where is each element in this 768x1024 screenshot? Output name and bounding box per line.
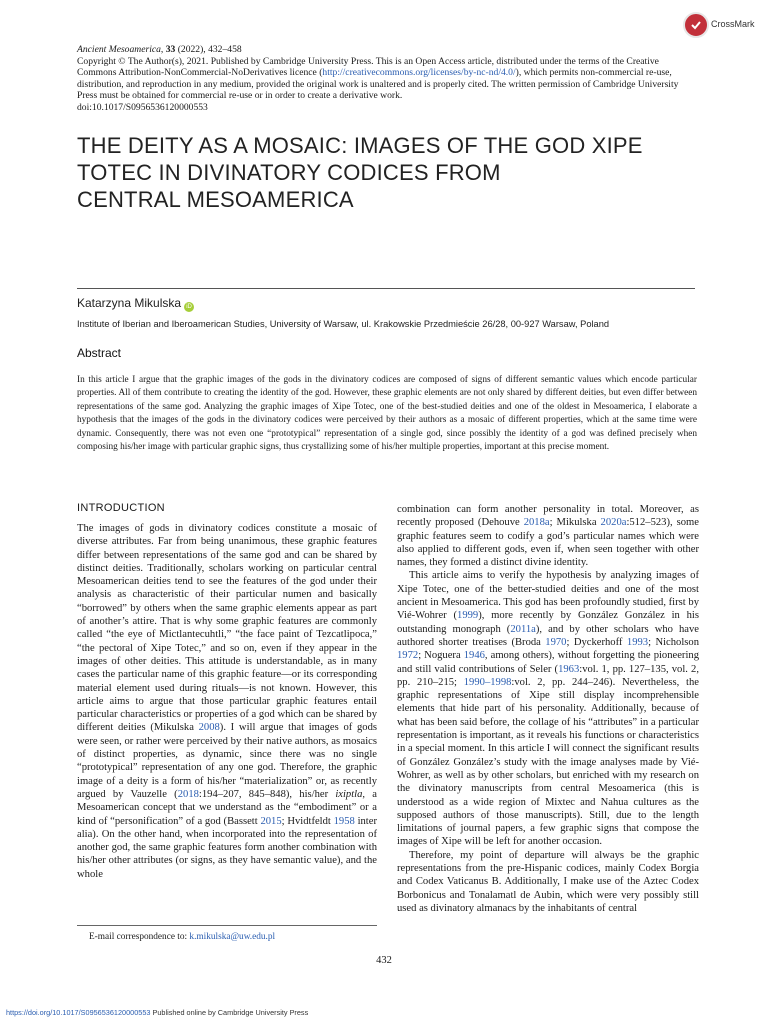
permission-line: Press must be obtained for commercial re-use or in order to create a derivative work. [77,90,403,102]
orcid-icon[interactable]: iD [184,302,194,312]
paragraph: This article aims to verify the hypothesis by analyzing images of Xipe Totec, one of the better-studied deities and one of the most ancient in Mesoamerica. This god has been profoundly studied, first by Vié-Wohrer (1999), more recently by González González in his outstanding monograph (2011a), and by other scholars who have authored shorter treatises (Broda 1970; Dyckerhoff 1993; Nicholson 1972; Noguera 1946, among others), without forgetting the pioneering and still valid contributions of Seler (1963:vol. 1, pp. 127–135, vol. 2, pp. 210–215; 1990–1998:vol. 2, pp. 244–246). Nevertheless, the graphic representations of Xipe still display incomprehensible elements that hide part of his personality. Additionally, because of what has been said before, the collage of his “attributes” in a particular representation is important, as it reveals his functions or characteristics in a special moment. In this article I will connect the significant results of González González’s study with the image analyses made by Vié-Wohrer, as well as by other scholars, but enriched with my research on the divinatory manuscripts from central Mesoamerica (this is understood as a wide region of Mixtec and Nahua cultures as the supposed authors of those manuscripts). Still, due to the length limitations of journal papers, a few graphic signs that compose the images of Xipe will be left for another occasion. [397,570,699,848]
citation-link[interactable]: 2011a [510,623,536,635]
crossmark-badge[interactable] [683,12,763,42]
citation-link[interactable]: 1946 [463,650,485,662]
crossmark-label: CrossMark [711,19,755,29]
year-pages: (2022), 432–458 [177,44,242,55]
paragraph: Therefore, my point of departure will always be the graphic representations from the pre-Hispanic codices, mainly Codex Borgia and Codex Vaticanus B. Additionally, I make use of the Aztec Codex Borbonicus and Tonalamatl de Aubin, which were very possibly still used as divinatory almanacs by the inhabitants of central [397,849,699,914]
title-line: THE DEITY AS A MOSAIC: IMAGES OF THE GOD XIPE [77,133,643,158]
citation-link[interactable]: 1999 [457,610,479,622]
author [77,296,194,312]
citation-link[interactable]: 1970 [545,636,567,648]
page-number: 432 [376,955,392,966]
citation-link[interactable]: 1963 [558,663,580,675]
abstract-heading: Abstract [77,346,122,360]
citation-link[interactable]: 1958 [333,815,355,827]
affiliation: Institute of Iberian and Iberoamerican Studies, University of Warsaw, ul. Krakowskie Przedmieście 26/28, 00-927 Warsaw, Poland [77,319,610,329]
citation-link[interactable]: 2018a [523,517,550,529]
distribution-line: distribution, and reproduction in any medium, provided the original work is unaltered and is properly cited. The written permission of Cambridge University [77,78,679,90]
crossmark-icon [683,12,709,38]
citation-link[interactable]: 2015 [260,815,282,827]
paragraph: combination can form another personality in total. Moreover, as recently proposed (Dehouve 2018a; Mikulska 2020a:512–523), some graphic features seem to codify a god’s particular names which were also applied to different gods, even if, when seen together with other names, they formed a distinct divine identity. [397,504,699,569]
author-name: Katarzyna Mikulska [77,296,182,310]
citation-link[interactable]: 1993 [626,636,649,648]
abstract-text: In this article I argue that the graphic images of the gods in the divinatory codices are composed of signs of different semantic values which encode particular properties. All of them contribute to creating the identity of the god. However, these graphic elements are not only shared by different deities, but even differ between representations of the same god. Analyzing the graphic images of Xipe Totec, one of the best-studied deities and one of the oldest in Mesoamerica, I elaborate a hypothesis that the images of the gods in the divinatory codices were perceived by their authors as a mosaic of different properties, which at the same time were dynamic. Consequently, there was not even one “prototypical” representation of a single god, since possibly the identity of a god was defined precisely when composing his/her image with particular graphic signs, thus crystallizing some of his/her multiple properties, important at this precise moment. [77,375,697,453]
volume: 33 [165,44,176,55]
citation-link[interactable]: 2008 [198,722,220,734]
page-footer: https://doi.org/10.1017/S0956536120000553 Published online by Cambridge University Press [6,1008,309,1017]
copyright-line: Copyright © The Author(s), 2021. Published by Cambridge University Press. This is an Open Access article, distributed under the terms of the Creative [77,55,659,67]
doi-link[interactable]: https://doi.org/10.1017/S0956536120000553 [6,1008,151,1017]
term-ixiptla: ixiptla [335,788,363,800]
citation-link[interactable]: 2018 [177,788,199,800]
title-line: CENTRAL MESOAMERICA [77,187,354,212]
article-title [77,132,697,213]
citation-link[interactable]: 2020a [600,517,627,529]
title-line: TOTEC IN DIVINATORY CODICES FROM [77,160,501,185]
footnote: E-mail correspondence to: k.mikulska@uw.edu.pl [89,932,276,942]
section-heading: INTRODUCTION [77,502,165,514]
citation-line: Ancient Mesoamerica, 33 (2022), 432–458 [77,44,242,55]
license-link[interactable]: http://creativecommons.org/licenses/by-nc-nd/4.0/ [322,67,516,79]
paragraph: The images of gods in divinatory codices constitute a mosaic of diverse attributes. Far from being unanimous, these graphic features differ between representations of the same god and can be shared by distinct deities. Traditionally, scholars working on particular central Mesoamerican deities tend to see the features of the god under their analysis as characteristic of their particular numen and basically “borrowed” by others when the same graphic elements appear as part of another’s attire. That is why some graphic features are commonly called “the eye of Mictlantecuhtli,” “the face paint of Tezcatlipoca,” “the pectoral of Xipe Totec,” and so on, even if they appear in the images of other deities. This attitude is understandable, as in many cases the particular name of this graphic feature—or its corresponding material element used during rituals—is not known. However, this article aims to argue that those particular graphic features entail particular characteristics or properties of a god which can be shared by different deities (Mikulska 2008). I will argue that images of gods were seen, or rather were perceived by their native authors, as mosaics of distinct properties, as dynamic, since there was no single “prototypical” representation of any one god. Therefore, the graphic image of a deity is a form of his/her “materialization” or, as recently argued by Vauzelle (2018:194–207, 845–848), his/her ixiptla, a Mesoamerican concept that we understand as the “embodiment” or a kind of “personification” of a god (Bassett 2015; Hvidtfeldt 1958 inter alia). On the other hand, when incorporated into the representation of another god, the same graphic features form another combination with his/her other attributes (or signs, as they have semantic value), and the whole [77,523,377,880]
journal-name: Ancient Mesoamerica [77,44,161,55]
doi: doi:10.1017/S0956536120000553 [77,101,208,113]
license-line: Commons Attribution-NonCommercial-NoDerivatives licence (http://creativecommons.org/licenses/by-nc-nd/4.0/), which permits non-commercial re-use, [77,67,672,79]
footnote-divider [77,925,377,926]
citation-link[interactable]: 1990–1998 [463,676,512,688]
citation-link[interactable]: 1972 [397,650,419,662]
journal-header [77,44,701,114]
email-link[interactable]: k.mikulska@uw.edu.pl [189,932,276,942]
title-divider [77,288,695,289]
right-column [397,503,699,915]
left-column [77,522,377,881]
